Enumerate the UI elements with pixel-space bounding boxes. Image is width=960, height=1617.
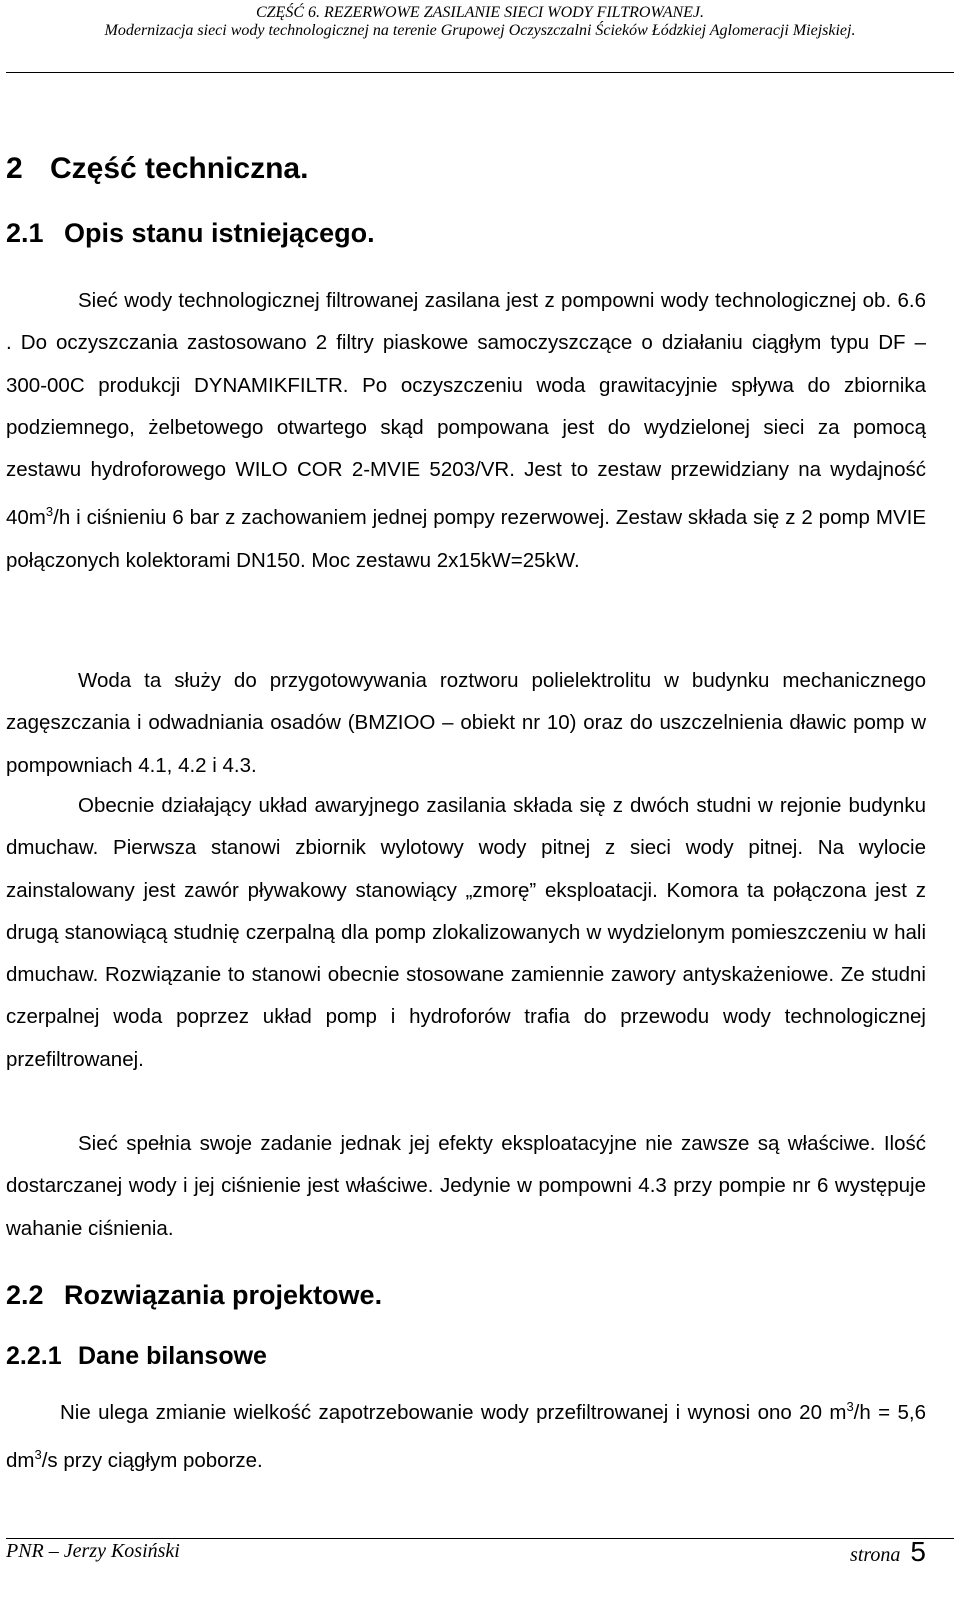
section-heading xyxy=(6,152,308,186)
footer-author: PNR – Jerzy Kosiński xyxy=(6,1540,180,1562)
page-label: strona xyxy=(850,1544,901,1566)
footer-divider xyxy=(6,1538,954,1539)
superscript: 3 xyxy=(34,1447,42,1463)
section-number: 2 xyxy=(6,152,23,185)
paragraph-text: Nie ulega zmianie wielkość zapotrzebowanie wody przefiltrowanej i wynosi ono 20 m xyxy=(60,1400,847,1424)
paragraph-text: Sieć wody technologicznej filtrowanej zasilana jest z pompowni wody technologicznej ob. 6.6 . Do oczyszczania zastosowano 2 filtry piaskowe samoczyszczące o działaniu ciągłym typu DF – 300-00C produkcji DYNAMIKFILTR. Po oczyszczeniu woda grawitacyjnie spływa do zbiornika podziemnego, żelbetowego otwartego skąd pompowana jest do wydzielonej sieci za pomocą zestawu hydroforowego WILO COR 2-MVIE 5203/VR. Jest to zestaw przewidziany na wydajność 40m xyxy=(6,289,926,530)
paragraph-text: Woda ta służy do przygotowywania roztworu polielektrolitu w budynku mechanicznego zagęszczania i odwadniania osadów (BMZIOO – obiekt nr 10) oraz do uszczelnienia dławic pomp w pompowniach 4.1, 4.2 i 4.3. xyxy=(6,669,926,777)
paragraph-text: /h = 5,6 dm xyxy=(6,1400,926,1472)
paragraph-emergency-supply xyxy=(6,785,926,1081)
footer-page xyxy=(850,1536,926,1568)
paragraph-text: Sieć spełnia swoje zadanie jednak jej efekty eksploatacyjne nie zawsze są właściwe. Ilość dostarczanej wody i jej ciśnienie jest właściwe. Jedynie w pompowni 4.3 przy pompie nr 6 występuje wahanie ciśnienia. xyxy=(6,1132,926,1240)
superscript: 3 xyxy=(45,504,54,520)
subsection-number: 2.1 xyxy=(6,218,44,248)
paragraph-network-performance xyxy=(6,1123,926,1250)
page-number: 5 xyxy=(910,1536,926,1567)
subsubsection-number: 2.2.1 xyxy=(6,1342,62,1370)
subsubsection-heading-balance xyxy=(6,1342,267,1371)
superscript: 3 xyxy=(846,1399,854,1414)
paragraph-text: Obecnie działający układ awaryjnego zasilania składa się z dwóch studni w rejonie budynku dmuchaw. Pierwsza stanowi zbiornik wylotowy wody pitnej z sieci wody pitnej. Na wylocie zainstalowany jest zawór pływakowy stanowiący „zmorę” eksploatacji. Komora ta połączona jest z drugą stanowiącą studnię czerpalną dla pomp zlokalizowanych w wydzielonym pomieszczeniu w hali dmuchaw. Rozwiązanie to stanowi obecnie stosowane zamiennie zawory antyskażeniowe. Ze studni czerpalnej woda poprzez układ pomp i hydroforów trafia do przewodu wody technologicznej przefiltrowanej. xyxy=(6,794,926,1071)
subsection-title: Opis stanu istniejącego. xyxy=(64,218,375,248)
paragraph-text: /h i ciśnieniu 6 bar z zachowaniem jednej pompy rezerwowej. Zestaw składa się z 2 pomp MVIE połączonych kolektorami DN150. Moc zestawu 2x15kW=25kW. xyxy=(6,506,926,572)
paragraph-water-usage xyxy=(6,660,926,787)
subsection-title: Rozwiązania projektowe. xyxy=(64,1280,383,1310)
paragraph-balance-data xyxy=(6,1386,926,1482)
running-header-subtitle: Modernizacja sieci wody technologicznej na terenie Grupowej Oczyszczalni Ścieków Łódzkiej Aglomeracji Miejskiej. xyxy=(104,22,856,39)
subsection-heading-existing xyxy=(6,218,375,249)
section-title: Część techniczna. xyxy=(50,152,309,185)
paragraph-network-description xyxy=(6,280,926,582)
paragraph-text: /s przy ciągłym poborze. xyxy=(41,1448,263,1472)
subsection-number: 2.2 xyxy=(6,1280,44,1310)
header-divider xyxy=(6,72,954,73)
subsubsection-title: Dane bilansowe xyxy=(78,1342,267,1370)
running-header-title: CZĘŚĆ 6. REZERWOWE ZASILANIE SIECI WODY FILTROWANEJ. xyxy=(255,4,705,21)
subsection-heading-design xyxy=(6,1280,382,1311)
